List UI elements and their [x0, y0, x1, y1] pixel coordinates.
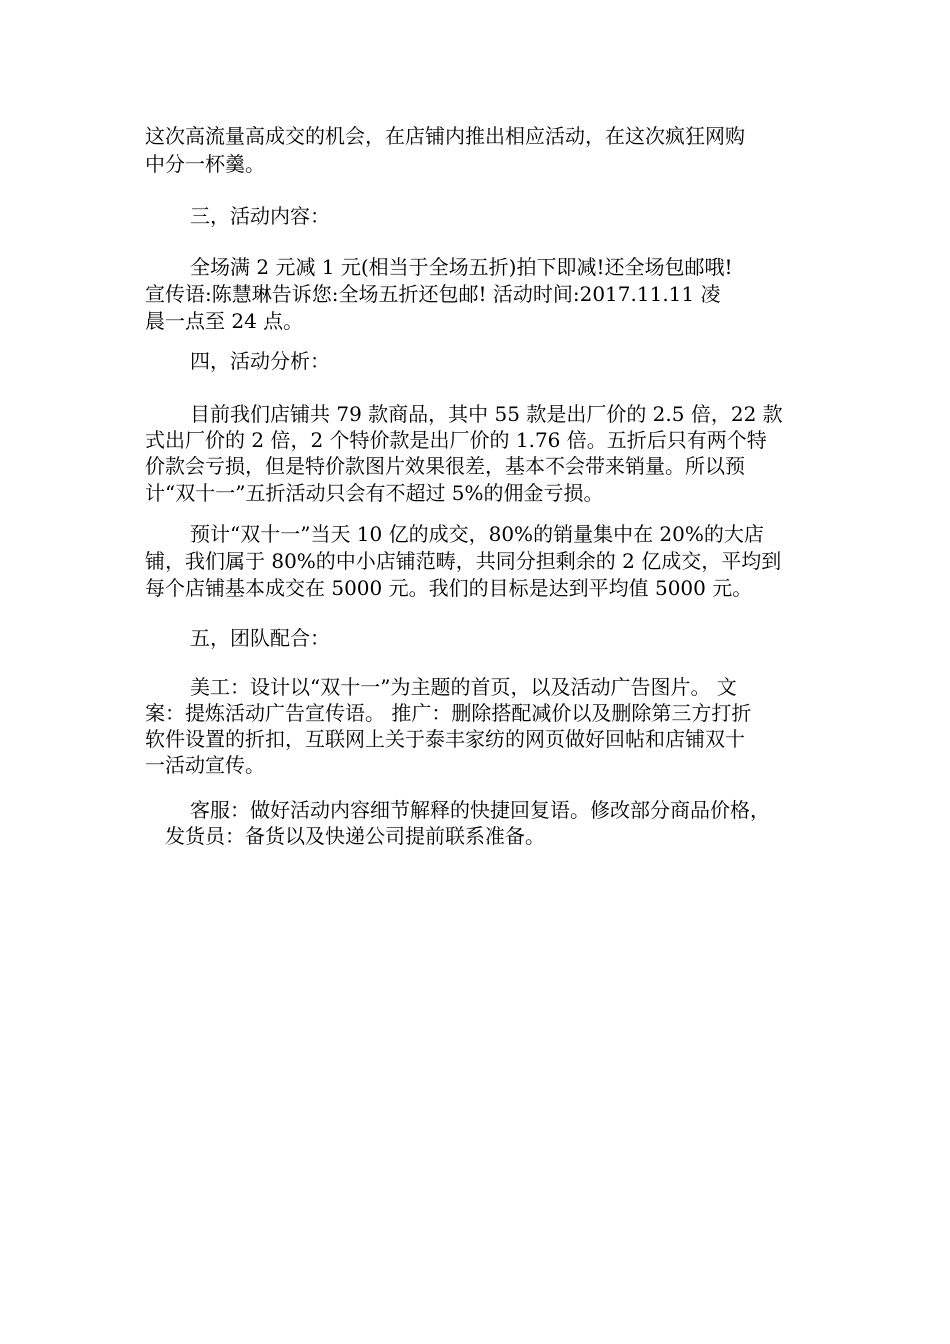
section-3-heading: 三，活动内容： [190, 204, 330, 228]
section-4-heading: 四，活动分析： [190, 349, 330, 373]
section-4-p2-line-2: 铺，我们属于 80%的中小店铺范畴，共同分担剩余的 2 亿成交，平均到 [145, 549, 782, 573]
section-3-line-1: 全场满 2 元减 1 元(相当于全场五折)拍下即减!还全场包邮哦! [190, 255, 733, 279]
section-5-p2-line-2: 发货员：备货以及快递公司提前联系准备。 [165, 824, 545, 848]
intro-line-2: 中分一杯羹。 [145, 152, 265, 176]
section-5-heading: 五，团队配合： [190, 626, 330, 650]
section-4-p2-line-1: 预计“双十一”当天 10 亿的成交，80%的销量集中在 20%的大店 [190, 522, 764, 546]
section-5-p1-line-4: 一活动宣传。 [145, 753, 265, 777]
section-4-p1-line-2: 式出厂价的 2 倍，2 个特价款是出厂价的 1.76 倍。五折后只有两个特 [145, 428, 767, 452]
section-5-p1-line-1: 美工：设计以“双十一”为主题的首页，以及活动广告图片。 文 [190, 675, 737, 699]
section-4-p1-line-3: 价款会亏损，但是特价款图片效果很差，基本不会带来销量。所以预 [145, 454, 745, 478]
intro-line-1: 这次高流量高成交的机会，在店铺内推出相应活动，在这次疯狂网购 [145, 124, 745, 148]
section-5-p1-line-3: 软件设置的折扣，互联网上关于泰丰家纺的网页做好回帖和店铺双十 [145, 727, 745, 751]
section-4-p2-line-3: 每个店铺基本成交在 5000 元。我们的目标是达到平均值 5000 元。 [145, 576, 753, 600]
section-3-line-2: 宣传语:陈慧琳告诉您:全场五折还包邮! 活动时间:2017.11.11 凌 [145, 282, 721, 306]
section-5-p1-line-2: 案：提炼活动广告宣传语。 推广：删除搭配减价以及删除第三方打折 [145, 701, 752, 725]
section-3-line-3: 晨一点至 24 点。 [145, 309, 304, 333]
section-5-p2-line-1: 客服：做好活动内容细节解释的快捷回复语。修改部分商品价格， [190, 798, 770, 822]
section-4-p1-line-4: 计“双十一”五折活动只会有不超过 5%的佣金亏损。 [145, 481, 604, 505]
section-4-p1-line-1: 目前我们店铺共 79 款商品，其中 55 款是出厂价的 2.5 倍，22 款 [190, 402, 783, 426]
